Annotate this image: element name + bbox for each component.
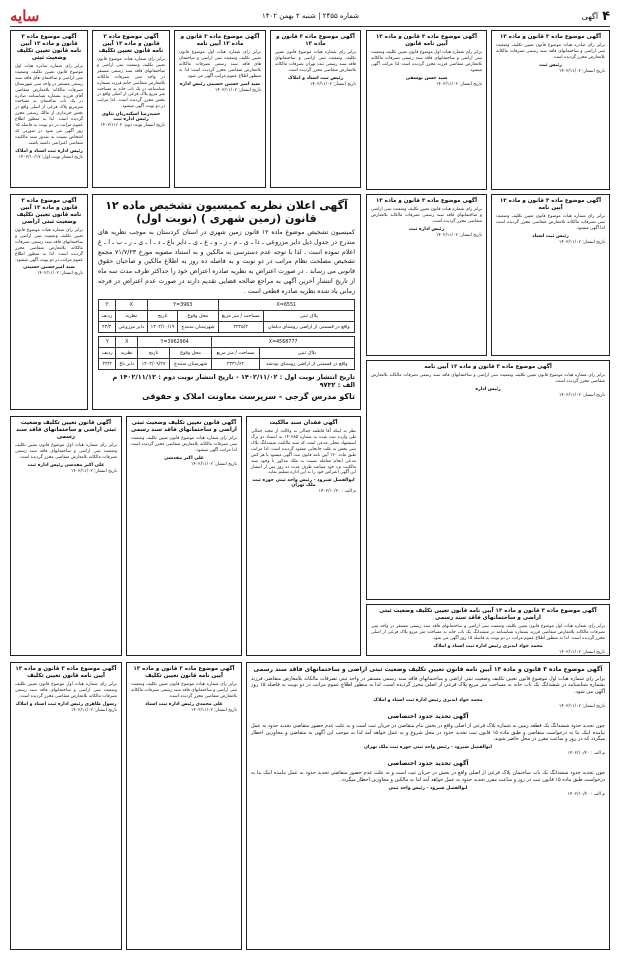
ad-signer: سید امیر حسین حسینی رئیس اداره bbox=[179, 81, 261, 87]
ad-title: آگهی موضوع ماده ۳ قانون و ماده ۱۳ آیین نامه قانون تعیین تکلیف bbox=[98, 34, 164, 54]
coord-x-value: X=6551 bbox=[218, 300, 354, 311]
ad-date: تاریخ انتشار: ۱۴۰۲/۱۱/۰۲ bbox=[559, 704, 605, 710]
ad-date: تاریخ انتشار: ۱۴۰۲/۱۱/۰۲ bbox=[71, 707, 117, 713]
table-row bbox=[99, 322, 355, 333]
ad-title: آگهی موضوع ماده ۳ قانون و ماده ۱۳ آیین نامه قانون تعیین تکلیف bbox=[133, 666, 235, 679]
page-header bbox=[10, 6, 610, 27]
ad-text: برابر رای شماره هیات اول موضوع قانون تعیین تکلیف وضعیت ثبتی اراضی و ساختمانهای فاقد سند رسمی تصرفات مالکانه بلامعارض متقاضی محرز گردیده است. bbox=[15, 442, 117, 460]
ad-signer: رئیس اداره ثبت bbox=[408, 226, 445, 232]
col-header: مساحت / متر مربع bbox=[212, 348, 259, 359]
cell: ۱۴۰۲/۱۰/۱۹ bbox=[147, 322, 177, 333]
ad-signer: رسول ظاهری رئیس اداره ثبت اسناد و املاک bbox=[15, 701, 117, 707]
cell: واقع در قسمتی از اراضی روستای دیلمان bbox=[263, 322, 354, 333]
table-header bbox=[99, 348, 355, 359]
coord-y-value: Y=3962964 bbox=[138, 337, 212, 348]
ad-title: آگهی موضوع ماده ۳ قانون و ماده ۱۳ آیین نامه bbox=[424, 364, 552, 370]
ad-body: کمیسیون تشخیص موضوع ماده ۱۲ قانون زمین شهری در استان کردستان به موجب نظریه های مندرج در جدول ذیل دایر مزروعی ـ دا ـ ی ـ م ـ ز ـ و ـ ع ـ ی ـ دایر باغ ـ د ـ ا ـ ی ـ ر ـ ب ـ ا ـ غ اعلام نموده است . لذا با توجه عدم دسترسی به مالکین و به استناد مصوبه مورخ ۷۱/۷/۲۳ مجمع تشخیص مصلحت نظام مراتب در دو نوبت و به فاصله ده روز به اطلاع مالکین و صاحبان حقوق قانونی می رساند . در صورت اعتراض به نظریه صادره اعتراض خود را حداکثر ظرف مدت سه ماه از تاریخ انتشار آخرین آگهی به مراجع صالحه قضایی تقدیم دارند در صورت عدم اعتراض در فرجه زمانی یاد شده نظریه صادره قطعی است . bbox=[98, 229, 355, 295]
ad-signer: رئیس اداره bbox=[475, 386, 501, 392]
col-header: ردیف bbox=[99, 348, 116, 359]
ad-signer: محمد جواد ابدیری رئیس اداره ثبت اسناد و املاک bbox=[433, 643, 543, 649]
col-header: نظریه bbox=[115, 311, 147, 322]
ad-date: تاریخ انتشار: ۱۴۰۲/۱۱/۰۲ bbox=[37, 271, 83, 277]
legal-ad bbox=[366, 194, 487, 356]
ad-title: آگهی موضوع ماده ۳ قانون و ماده ۱۳ bbox=[375, 198, 478, 204]
col-header: نظریه bbox=[116, 348, 138, 359]
ad-date: تاریخ انتشار: ۱۴۰۲/۱۱/۰۲ bbox=[191, 707, 237, 713]
cell: شهرستان سنندج bbox=[169, 359, 211, 370]
ad-headline: آگهی اعلان نظریه کمیسیون تشخیص ماده ۱۲ قانون (زمین شهری ) (نوبت اول) bbox=[105, 199, 348, 225]
cell: واقع در قسمتی از اراضی روستای نودشه bbox=[259, 359, 354, 370]
coord-y-label: Y bbox=[99, 337, 116, 348]
ad-text: برابر رای شماره هیات موضوع قانون تعیین تکلیف وضعیت ثبتی اراضی و ساختمانهای فاقد سند رسمی تصرفات مالکانه بلامعارض متقاضی محرز گردیده است. bbox=[371, 372, 605, 384]
ad-text: برابر رای شماره صادره هیات اول موضوع قانون تعیین تکلیف وضعیت ثبتی اراضی و ساختمان های فاقد سند رسمی مستقر در واحد ثبتی شهرستان تصرفات مالکانه بلامعارض متقاضی آقای فرزند بشماره شناسنامه صادره در یک باب ساختمان به مساحت مترمربع پلاک فرعی از اصلی واقع در بخش خریداری از مالک رسمی محرز گردیده است. لذا به منظور اطلاع عموم مراتب در دو نوبت به فاصله ۱۵ روز آگهی می شود در صورتی که اشخاص نسبت به صدور سند مالکیت متقاضی اعتراضی داشته باشند. bbox=[15, 63, 83, 146]
ad-title: آگهی موضوع ماده ۳ قانون و ماده ۱۳ آیین نامه قانون تعیین تکلیف وضعیت ثبتی اراضی و ساختمانهای فاقد سند رسمی bbox=[253, 666, 603, 673]
ad-date: تاریخ انتشار: ۱۴۰۲/۱۱/۰۲ bbox=[436, 81, 482, 87]
legal-ad bbox=[10, 416, 122, 656]
ad-title: آگهی موضوع ماده ۳ قانون و ماده ۱۳ آیین نامه bbox=[180, 34, 260, 47]
ad-text: برابر رای شماره هیات موضوع قانون تعیین تکلیف وضعیت ثبتی اراضی و ساختمانهای فاقد سند رسمی ثبت تهران تصرفات مالکانه بلامعارض متقاضی محرز گردیده است. bbox=[275, 49, 356, 73]
legal-ad bbox=[92, 30, 170, 188]
issue-info: شماره ۲۴۵۵ | شنبه ۲ بهمن ۱۴۰۲ bbox=[261, 12, 360, 20]
ad-signer: رئیس ثبت اسناد bbox=[532, 233, 569, 239]
col-header: پلاک ثبتی bbox=[259, 348, 354, 359]
page-number: ۴ bbox=[602, 8, 610, 24]
ad-text: برابر رای شماره هیات اول موضوع قانون تعیین تکلیف وضعیت ثبتی اراضی و ساختمانهای فاقد سند رسمی تصرفات مالکانه بلامعارض متقاضی محرز گردیده است. bbox=[15, 681, 117, 699]
legal-ad bbox=[126, 662, 242, 950]
ad-title: آگهی موضوع ماده ۳ قانون و ماده ۱۳ آیین نامه قانون تعیین تکلیف وضعیت ثبتی اراضی bbox=[16, 198, 82, 225]
legal-ad bbox=[366, 604, 610, 656]
ad-text: چون تحدید حدود ششدانگ یک قطعه زمین به شماره پلاک فرعی از اصلی واقع در بخش بنام متقاضی در جریان ثبت است و به علت عدم حضور متقاضی تحدید حدود به عمل نیامده اینک بنا به درخواست متقاضی و طبق ماده ۱۵ قانون ثبت تحدید حدود در محل شروع و به عمل خواهد آمد لذا به موجب این آگهی به متقاضی و مجاورین اخطار میگردد که در روز و ساعت مقرر در محل حاضر شوند. bbox=[251, 722, 605, 743]
ad-title: آگهی موضوع ماده ۳ قانون و ماده ۱۳ آیین نامه قانون تعیین تکلیف bbox=[15, 666, 117, 679]
legal-ad bbox=[10, 194, 88, 410]
ad-text: برابر رای شماره هیات اول موضوع قانون تعیین تکلیف وضعیت ثبتی اراضی و ساختمانهای فاقد سند رسمی مستقر در واحد ثبتی تصرفات مالکانه بلامعارض متقاضی فرزند بشماره شناسنامه در ششدانگ یک باب خانه به مساحت متر مربع پلاک فرعی از اصلی محرز گردیده است. لذا به منظور اطلاع عموم مراتب در دو نوبت به فاصله ۱۵ روز آگهی می شود. bbox=[251, 675, 605, 696]
ad-title: آگهی قانون تعیین تکلیف وضعیت ثبتی اراضی و ساختمانهای فاقد سند رسمی bbox=[15, 420, 117, 440]
ad-title: آگهی موضوع ماده ۳ قانون و ماده ۱۳ آیین نامه قانون تعیین تکلیف وضعیت ثبتی bbox=[16, 34, 82, 61]
ad-signer: علی محمدی رئیس اداره ثبت اسناد bbox=[145, 701, 223, 707]
ad-signer: ابوالفضل شیرود - رئیس واحد ثبتی حوزه ثبت ملک تهران bbox=[252, 478, 355, 489]
legal-ad bbox=[366, 360, 610, 600]
ad-signer: ابوالفضل شیرود - رئیس واحد ثبتی bbox=[388, 785, 468, 791]
ad-date: تاریخ انتشار: ۱۴۰۲/۱۱/۰۲ bbox=[559, 68, 605, 74]
table-header bbox=[99, 311, 355, 322]
cell: ۴۳۲۵/۲ bbox=[218, 322, 263, 333]
ad-title: آگهی تحدید حدود اختصاصی bbox=[387, 713, 469, 721]
legal-ad bbox=[246, 416, 361, 656]
parcel-table-1 bbox=[98, 299, 355, 333]
cell: ۱۴۰۲/۰۹/۲۷ bbox=[138, 359, 170, 370]
cell: شهرستان سنندج bbox=[178, 322, 218, 333]
ad-signer: رئیس ثبت bbox=[539, 62, 562, 68]
ad-text: برابر رای شماره هیات موضوع قانون تعیین تکلیف وضعیت ثبتی اراضی و ساختمانهای فاقد سند رسمی تصرفات مالکانه بلامعارض متقاضی محرز گردیده است. لذا به منظور اطلاع عموم مراتب در دو نوبت آگهی میشود. bbox=[15, 227, 83, 263]
ad-text: برابر رای شماره هیات اول موضوع قانون تعیین تکلیف وضعیت ثبتی اراضی و ساختمانهای فاقد سند رسمی تصرفات مالکانه بلامعارض متقاضی فرزند محرز گردیده است لذا مراتب آگهی میشود. bbox=[371, 49, 482, 73]
page-number-block bbox=[582, 9, 610, 24]
ad-text: برابر رای شماره هیات موضوع قانون تعیین تکلیف وضعیت ثبتی تصرفات مالکانه بلامعارض متقاضی محرز گردیده است لذا مراتب آگهی میشود. bbox=[131, 435, 237, 453]
ad-signer: علی اکبر مقدسی bbox=[164, 455, 204, 461]
ad-date: تاریخ انتشار: ۱۴۰۲/۱۱/۰۲ bbox=[436, 232, 482, 238]
ad-text: برابر رای شماره هیات اول موضوع قانون تعیین تکلیف وضعیت ثبتی اراضی و ساختمانهای فاقد سند رسمی مستقر در واحد ثبتی تصرفات مالکانه بلامعارض متقاضی فرزند بشماره شناسنامه در ششدانگ یک باب خانه به مساحت متر مربع پلاک فرعی از اصلی محرز گردیده است. لذا به منظور اطلاع عموم مراتب در دو نوبت به فاصله ۱۵ روز آگهی می شود. bbox=[371, 623, 605, 641]
col-header: ردیف bbox=[99, 311, 116, 322]
ad-date: تاریخ انتشار نوبت اول: ۱۴۰۲/۱۰/۱۷ bbox=[18, 154, 83, 160]
ad-title: آگهی فقدان سند مالکیت bbox=[269, 420, 338, 426]
ad-signer: علی اکبر مقدسی رئیس اداره ثبت bbox=[27, 462, 105, 468]
col-header: محل وقوع bbox=[178, 311, 218, 322]
ad-title: آگهی قانون تعیین تکلیف وضعیت ثبتی اراضی و ساختمانهای فاقد سند رسمی bbox=[131, 420, 237, 433]
ad-signer: محمد جواد ابدیری رئیس اداره ثبت اسناد و املاک bbox=[373, 698, 483, 704]
ad-date: تاریخ انتشار نوبت دوم: ۱۴۰۲/۱۱/۰۲ bbox=[100, 123, 165, 129]
ad-date: تاریخ انتشار: ۱۴۰۲/۱۱/۰۲ bbox=[191, 461, 237, 467]
col-header: تاریخ bbox=[138, 348, 170, 359]
ad-text: چون تحدید حدود ششدانگ یک باب ساختمان پلاک فرعی از اصلی واقع در بخش در جریان ثبت است و به علت عدم حضور متقاضی تحدید حدود به عمل نیامده اینک بنا به درخواست طبق ماده ۱۵ قانون ثبت در روز و ساعت مقرر تحدید حدود به عمل خواهد آمد لذا به مالکین و مجاورین اخطار میگردد. bbox=[251, 769, 605, 783]
ad-title: آگهی موضوع ماده ۳ قانون و ماده ۱۳ آیین نامه bbox=[499, 198, 602, 211]
legal-ad bbox=[270, 30, 361, 188]
ad-text: برابر رای شماره هیات موضوع قانون تعیین تکلیف وضعیت ثبتی تصرفات مالکانه بلامعارض متقاضی محرز گردیده است لذا آگهی میشود. bbox=[496, 213, 605, 231]
ad-title: آگهی موضوع ماده ۳ قانون و ماده ۱۳ آیین نامه قانون bbox=[375, 34, 478, 47]
cell: ۴۳/۴ bbox=[99, 359, 116, 370]
land-commission-ad bbox=[92, 194, 361, 410]
ad-date: تاریخ انتشار: ۱۴۰۲/۱۱/۰۲ bbox=[559, 392, 605, 398]
ad-signer: سید حسن یوسفی bbox=[405, 75, 448, 81]
col-header: پلاک ثبتی bbox=[263, 311, 354, 322]
ad-signer: رئیس اداره ثبت اسناد و املاک bbox=[15, 148, 83, 154]
col-header: مساحت / متر مربع bbox=[218, 311, 263, 322]
ad-date: تاریخ انتشار: ۱۴۰۲/۱۱/۰۲ bbox=[215, 87, 261, 93]
legal-ad bbox=[491, 30, 610, 190]
registry-notices bbox=[246, 662, 610, 950]
legal-ad bbox=[366, 30, 487, 190]
ad-text: برابر رای شماره هیات اول موضوع قانون تعیین تکلیف وضعیت ثبتی اراضی و ساختمان های فاقد سند رسمی تصرفات مالکانه بلامعارض متقاضی محرز گردیده است لذا به منظور اطلاع عموم مراتب آگهی می شود. bbox=[179, 49, 261, 79]
ad-text: برابر رای شماره هیات موضوع قانون تعیین تکلیف وضعیت ثبتی اراضی و ساختمانهای فاقد سند رسمی تصرفات مالکانه بلامعارض متقاضی محرز گردیده است. bbox=[131, 681, 237, 699]
ad-text: نظر به اینکه آقا فاطمه جمالی به وکالت از مجید جمالی طی وارده ثبت شده به شماره ۱۴۰۲۸۵ به استناد دو برگ استشهاد محلی مدعی است که سند مالکیت ششدانگ پلاک ثبتی بخش به علت جابجایی مفقود گردیده است. لذا مراتب طبق ماده ۱۲۰ آیین نامه قانون ثبت آگهی میشود تا هر کس مدعی انجام معامله نسبت به ملک مذکور یا وجود سند مالکیت نزد خود میباشد ظرف مدت ده روز پس از انتشار این آگهی اعتراض خود را به این اداره تسلیم نماید. bbox=[251, 428, 356, 476]
col-header: تاریخ bbox=[147, 311, 177, 322]
legal-ad bbox=[10, 662, 122, 950]
ad-date: تاریخ انتشار: ۱۴۰۲/۱۱/۰۲ bbox=[71, 468, 117, 474]
coord-x-value: X=4568777 bbox=[212, 337, 355, 348]
ad-signer: سید امیرحسین حسینی bbox=[23, 265, 75, 271]
ad-title: آگهی موضوع ماده ۳ قانون و ماده ۱۳ آیین نامه قانون تعیین تکلیف وضعیت ثبتی اراضی و ساختمانهای فاقد سند رسمی bbox=[379, 608, 597, 621]
publication-dates: تاریخ انتشار نوبت اول : ۱۴۰۲/۱۱/۰۲ - تاریخ انتشار نوبت دوم : ۱۴۰۲/۱۱/۱۲ م الف : ۹۷۳۲ bbox=[112, 373, 355, 390]
ad-date: م الف : ۱۴۰۲/۱۰/۲۰ bbox=[318, 489, 356, 495]
cell: دایر باغ bbox=[116, 359, 138, 370]
table-row bbox=[99, 359, 355, 370]
newspaper-logo: سایه bbox=[10, 7, 40, 25]
coord-x-label: X bbox=[116, 337, 138, 348]
ad-date: تاریخ انتشار: ۱۴۰۲/۱۱/۰۲ bbox=[310, 81, 356, 87]
legal-ad bbox=[491, 194, 610, 356]
ad-title: آگهی موضوع ماده ۳ قانون و ماده ۱۳ bbox=[499, 34, 602, 40]
ad-text: برابر رای صادره هیات موضوع قانون تعیین تکلیف وضعیت ثبتی اراضی و ساختمانهای فاقد سند رسمی تصرفات مالکانه بلامعارض محرز گردیده است. bbox=[496, 42, 605, 60]
legal-ad bbox=[174, 30, 266, 188]
coord-x-label: X bbox=[115, 300, 147, 311]
col-header: محل وقوع bbox=[169, 348, 211, 359]
ad-title: آگهی تحدید حدود اختصاصی bbox=[387, 760, 469, 768]
section-label: آگهی bbox=[581, 11, 599, 21]
ad-signer: رئیس ثبت اسناد و املاک bbox=[287, 75, 344, 81]
ad-date: تاریخ انتشار: ۱۴۰۲/۱۱/۰۲ bbox=[559, 239, 605, 245]
ad-signer: حمیدرضا اسکندریان تناوی رئیس اداره ثبت bbox=[101, 112, 161, 123]
ad-signature: تاکو مدرس گرجی - سرپرست معاونت املاک و حقوقی bbox=[142, 392, 355, 402]
ad-signer: ابوالفضل شیرود - رئیس واحد ثبتی حوزه ثبت ملک تهران bbox=[364, 745, 492, 751]
cell: ۲۳۳۱/۶۴ bbox=[212, 359, 259, 370]
ad-date: تاریخ انتشار: ۱۴۰۲/۱۱/۰۲ bbox=[559, 649, 605, 655]
ad-date: م الف : ۱۴۰۲/۱۰/۲۰ bbox=[567, 751, 605, 757]
legal-ad bbox=[126, 416, 242, 656]
ad-title: آگهی موضوع ماده ۳ قانون و ماده ۱۳ bbox=[276, 34, 355, 47]
ad-text: برابر رای شماره هیات قانون تعیین تکلیف وضعیت ثبتی اراضی و ساختمانهای فاقد سند رسمی تصرفات مالکانه بلامعارض متقاضی محرز گردیده است. bbox=[371, 206, 482, 224]
ad-text: برابر رای شماره هیات موضوع قانون تعیین تکلیف وضعیت ثبتی اراضی و ساختمانهای فاقد سند رسمی مستقر در واحد ثبتی تصرفات مالکانه بلامعارض متقاضی خانم فرزند بشماره شناسنامه در یک باب خانه به مساحت متر مربع پلاک فرعی از اصلی واقع در بخش محرز گردیده است. لذا مراتب در دو نوبت آگهی میشود. bbox=[97, 56, 165, 110]
ad-date: م الف : ۱۴۰۲/۱۰/۲۰ bbox=[567, 791, 605, 797]
legal-ad bbox=[10, 30, 88, 188]
parcel-table-2 bbox=[98, 336, 355, 370]
cell: ۴۳/۴ bbox=[99, 322, 116, 333]
coord-y-value: Y=3963 bbox=[147, 300, 218, 311]
coord-y-label: Y bbox=[99, 300, 116, 311]
cell: دایر مزروعی bbox=[115, 322, 147, 333]
